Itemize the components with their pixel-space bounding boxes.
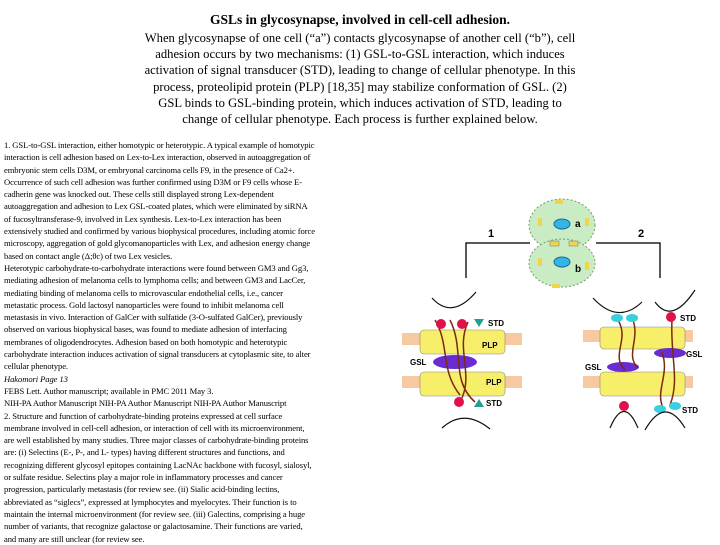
std-label: STD	[682, 406, 698, 415]
paragraph-heterotypic: Heterotypic carbohydrate-to-carbohydrate interactions were found between GM3 and Gg3, mediating adhesion of melanoma cells to lymphoma cells; and between GM3 and LacCer, mediating binding of melanoma cells to microvascular endothelial cells, i.e., cancer metastatic process. Gold lactosyl nanoparticles were found to inhibit melanoma cell metastasis in vivo. Interaction of GalCer with sulfatide (3-O-sulfated GalCer), previously observed on various biophysical bases, was found to mediate adhesion of interfacing membranes of oligodendrocytes. Adhesion based on both homotypic and heterotypic carbohydrate interaction induces activation of signal transducers at cytoplasmic site, to alter cellular phenotype.	[4, 262, 311, 372]
mechanism-2-label: 2	[638, 228, 645, 240]
manuscript-line: NIH-PA Author Manuscript NIH-PA Author Manuscript NIH-PA Author Manuscript	[4, 398, 287, 409]
slide-title: GSLs in glycosynapse, involved in cell-cell adhesion.	[209, 12, 511, 27]
cell-pair	[529, 199, 595, 288]
cell-a-label: a	[575, 219, 581, 230]
branch-line-1	[466, 243, 530, 278]
body-text	[4, 139, 316, 545]
gsl-label: GSL	[585, 363, 602, 372]
gsl-label: GSL	[410, 358, 427, 367]
mechanism-2-panel	[583, 290, 703, 430]
paragraph-gsl-interaction: 1. GSL-to-GSL interaction, either homotypic or heterotypic. A typical example of homotypic interaction is cell adhesion based on Lex-to-Lex interaction, observed in autoaggregation of embryonic stem cells D3M, or embryonal carcinoma cells F9, in the presence of Ca2+. Occurrence of such cell adhesion was further confirmed using D3M or F9 cells whose E-cadherin gene was knocked out. These cells still displayed strong Lex-dependent autoaggregation and adhesion to Lex GSL-coated plates, which were eliminated by siRNA of fucosyltransferase-9, involved in Lex synthesis. Lex-to-Lex interaction has been extensively studied and confirmed by various biophysical procedures, including atomic force microscopy, aggregation of gold glycomanoparticles with Lex, and adhesion energy change based on contact angle (Δ;θc) of two Lex vesicles.	[4, 140, 315, 261]
plp-label: PLP	[486, 378, 502, 387]
intro-paragraph: When glycosynapse of one cell (“a”) contacts glycosynapse of another cell (“b”), cell adhesion occurs by two mechanisms: (1) GSL-to-GSL interaction, which induces activation of signal transducer (STD), leading to change of cellular phenotype. In this process, proteolipid protein (PLP) [18,35] may stabilize conformation of GSL. (2) GSL binds to GSL-binding protein, which induces activation of STD, leading to change of cellular phenotype. Each process is further explained below.	[144, 31, 576, 127]
glycosynapse-diagram	[380, 180, 720, 480]
journal-line: FEBS Lett. Author manuscript; available in PMC 2011 May 3.	[4, 385, 214, 396]
gsl-label: GSL	[686, 350, 703, 359]
mechanism-1-label: 1	[488, 228, 495, 240]
branch-line-2	[596, 243, 660, 278]
std-label: STD	[680, 314, 696, 323]
plp-label: PLP	[482, 341, 498, 350]
std-label: STD	[486, 399, 502, 408]
mechanism-1-panel	[402, 292, 522, 429]
page-header: Hakomori Page 13	[4, 373, 68, 384]
cell-b-label: b	[575, 264, 582, 275]
paragraph-binding-proteins: 2. Structure and function of carbohydrate-binding proteins expressed at cell surface membrane involved in cell-cell adhesion, or interaction of cell with its microenvironment, are well established by many studies. Three major classes of carbohydrate-binding proteins are: (i) Selectins (E-, P-, and L- types) having different structures and functions, and recognizing different glycosyl epitopes containing LacNAc backbone with fucosyl, sialosyl, or sulfate residue. Selectins play a major role in inflammatory processes and cancer progression, particularly metastasis (for review see. (ii) Sialic acid-binding lectins, abbreviated as “siglecs”, expressed at lymphocytes and myelocytes. Their function is to maintain the internal microenvironment (for review see. (iii) Galectins, comprising a huge number of variants, that recognize galactose or galactosamine. Their functions are varied, and many are still unclear (for review see.	[4, 410, 312, 544]
std-label: STD	[488, 319, 504, 328]
